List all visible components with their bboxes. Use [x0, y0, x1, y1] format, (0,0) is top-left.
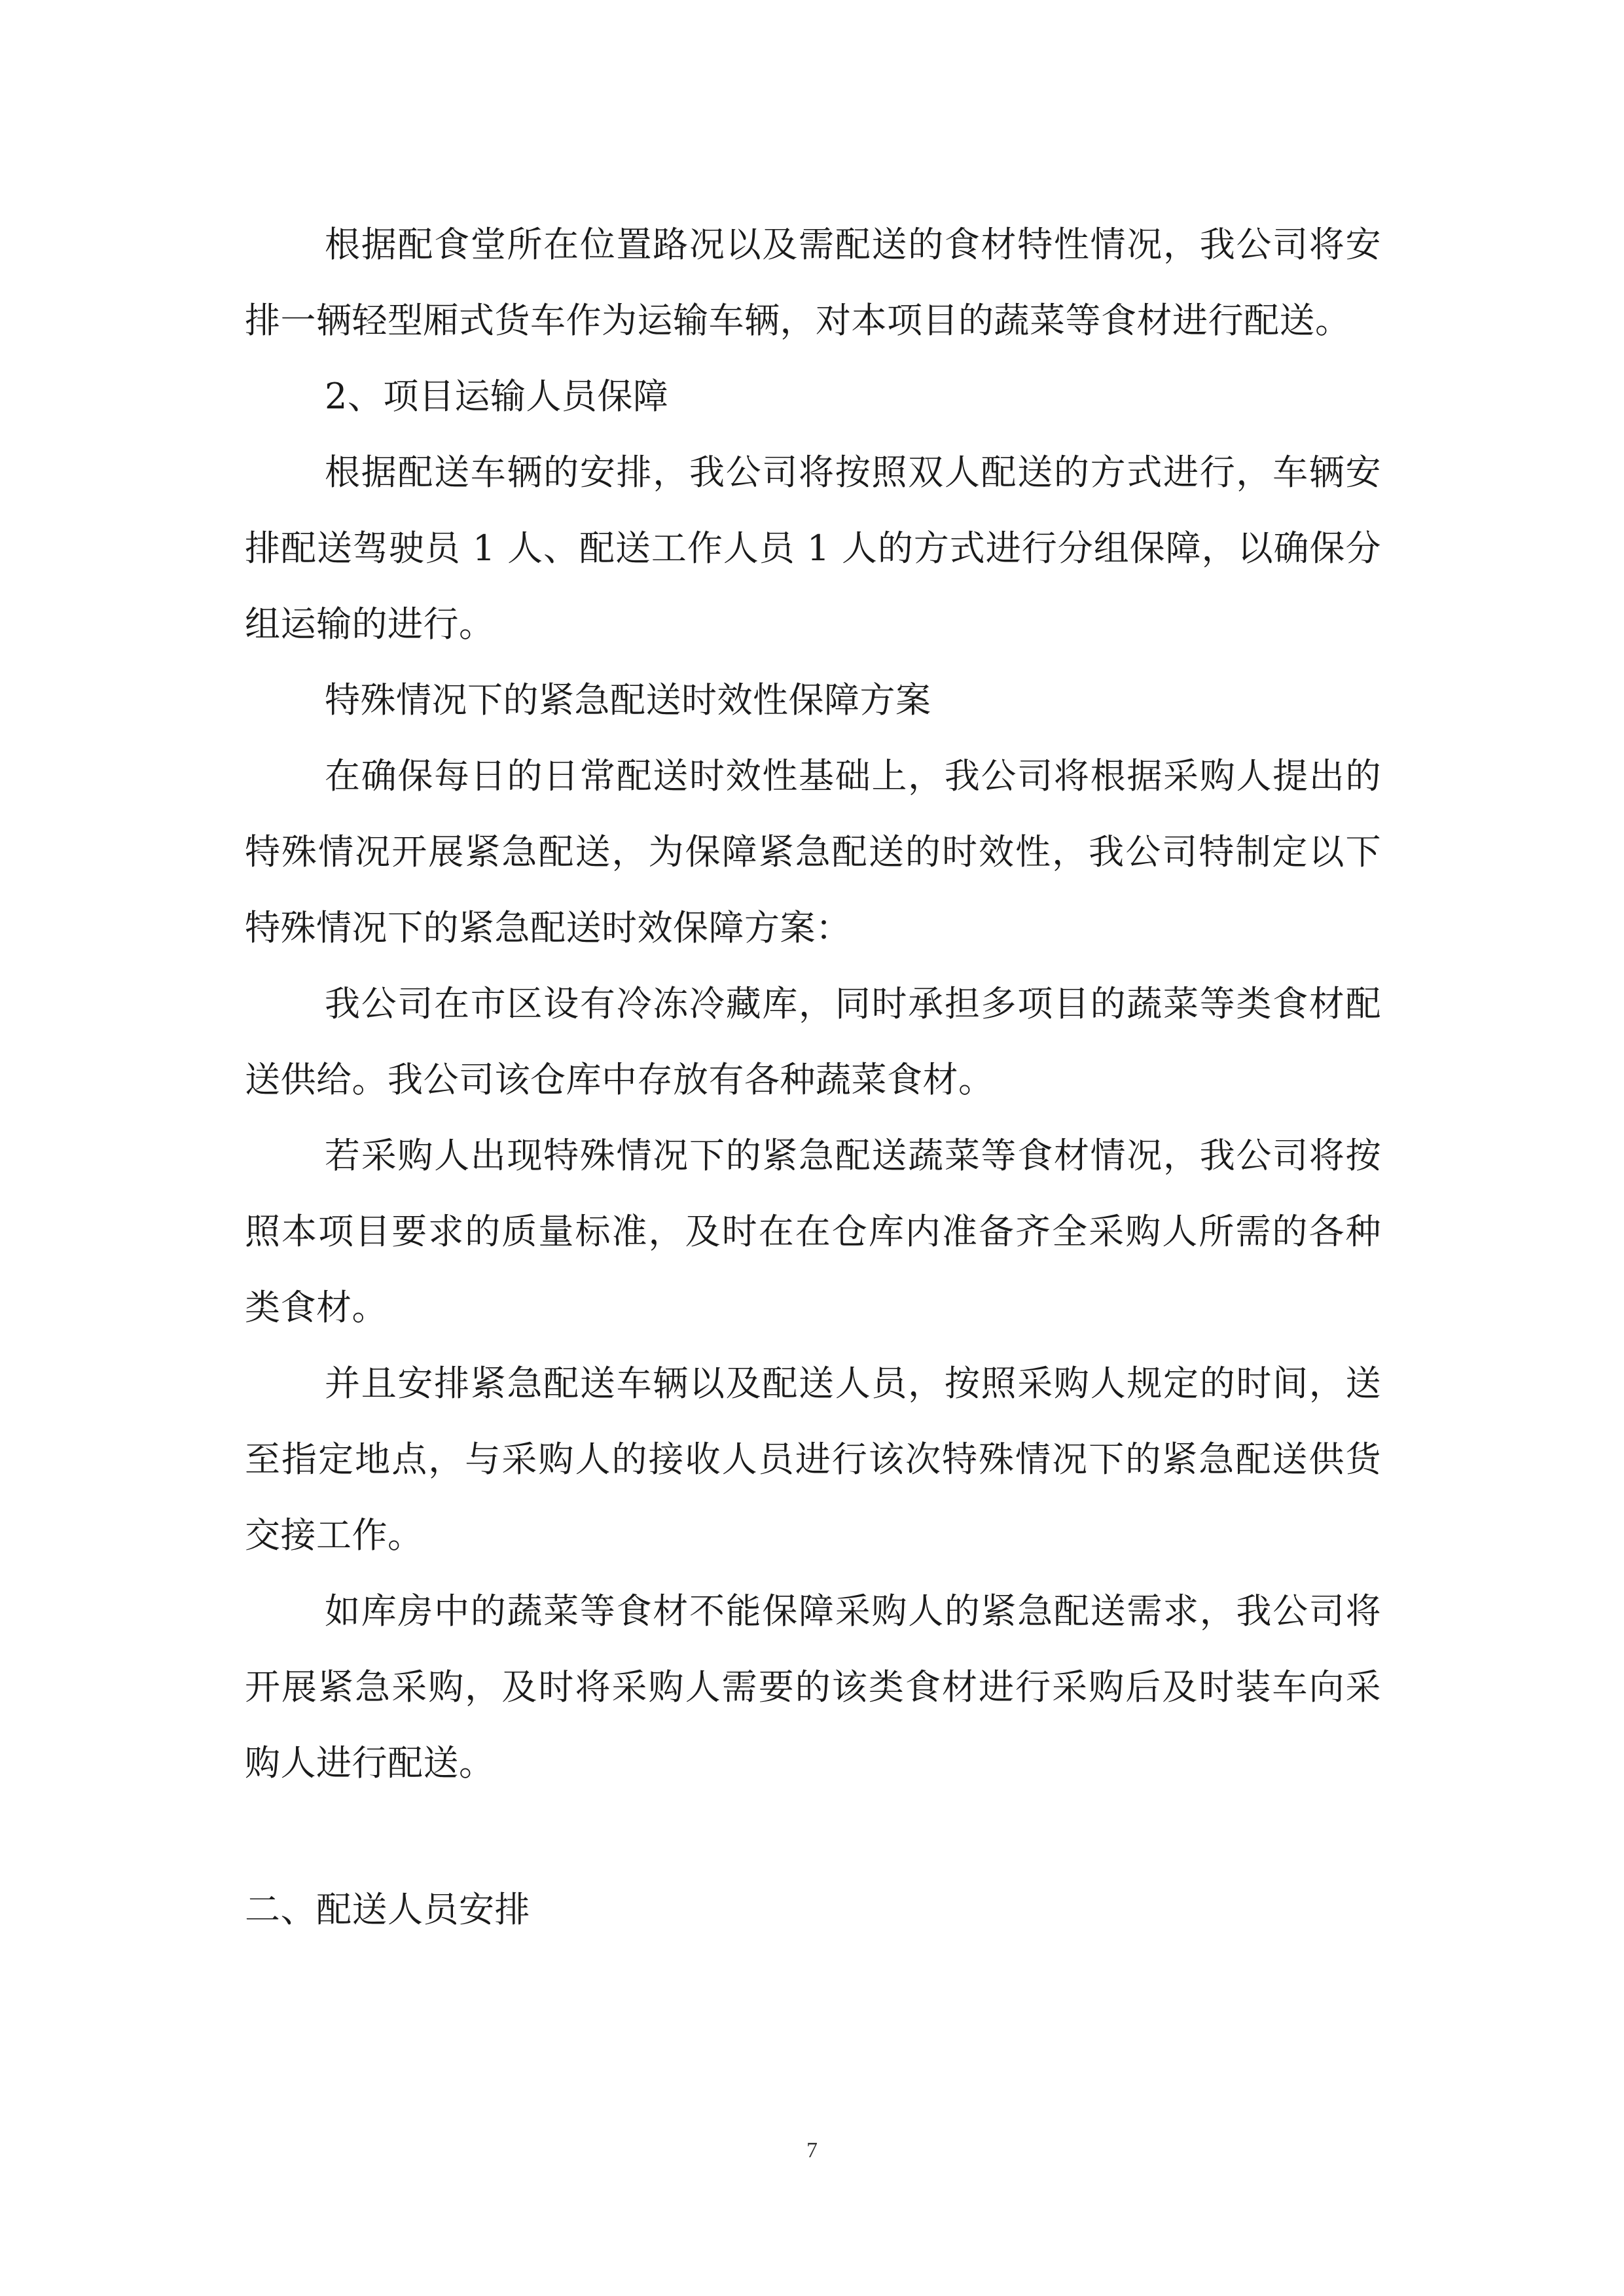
document-body [245, 207, 1381, 1948]
paragraph-emergency-intro: 在确保每日的日常配送时效性基础上，我公司将根据采购人提出的特殊情况开展紧急配送，为保障紧急配送的时效性，我公司特制定以下特殊情况下的紧急配送时效保障方案： [245, 755, 1381, 948]
page-number: 7 [806, 2138, 818, 2162]
paragraph-emergency-preparation: 若采购人出现特殊情况下的紧急配送蔬菜等食材情况，我公司将按照本项目要求的质量标准，及时在在仓库内准备齐全采购人所需的各种类食材。 [245, 1135, 1381, 1328]
paragraph-emergency-procurement: 如库房中的蔬菜等食材不能保障采购人的紧急配送需求，我公司将开展紧急采购，及时将采购人需要的该类食材进行采购后及时装车向采购人进行配送。 [245, 1590, 1381, 1784]
paragraph-personnel-arrangement: 根据配送车辆的安排，我公司将按照双人配送的方式进行，车辆安排配送驾驶员 1 人、配送工作人员 1 人的方式进行分组保障，以确保分组运输的进行。 [245, 452, 1381, 645]
section-spacer [245, 1801, 1381, 1872]
paragraph-vehicle-arrangement: 根据配食堂所在位置路况以及需配送的食材特性情况，我公司将安排一辆轻型厢式货车作为运输车辆，对本项目的蔬菜等食材进行配送。 [245, 224, 1381, 341]
paragraph-emergency-delivery: 并且安排紧急配送车辆以及配送人员，按照采购人规定的时间，送至指定地点，与采购人的接收人员进行该次特殊情况下的紧急配送供货交接工作。 [245, 1363, 1381, 1556]
section-heading: 二、配送人员安排 [245, 1889, 530, 1930]
paragraph-cold-storage: 我公司在市区设有冷冻冷藏库，同时承担多项目的蔬菜等类食材配送供给。我公司该仓库中存放有各种蔬菜食材。 [245, 983, 1381, 1100]
subheading-emergency-plan: 特殊情况下的紧急配送时效性保障方案 [325, 679, 931, 721]
subheading-transport-personnel: 2、项目运输人员保障 [325, 376, 669, 417]
